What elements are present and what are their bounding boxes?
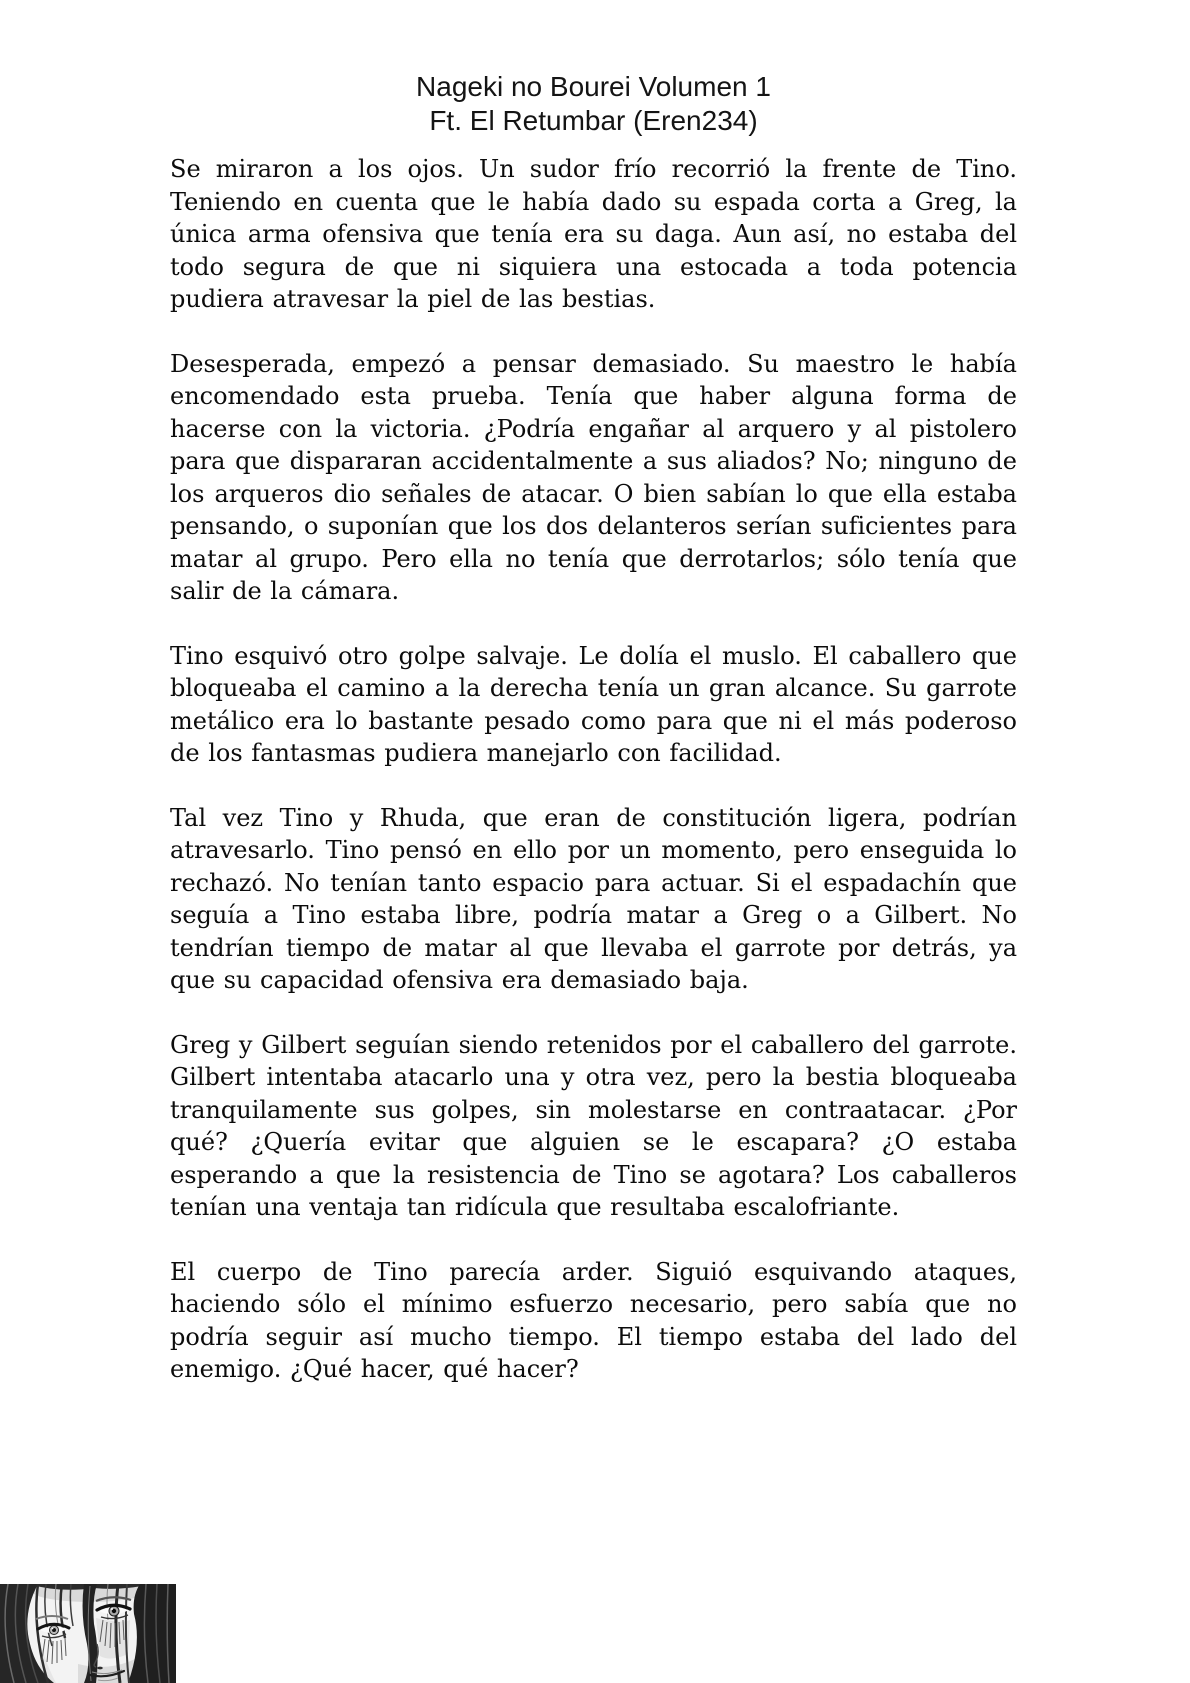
document-subtitle: Ft. El Retumbar (Eren234) — [429, 105, 758, 136]
manga-face-illustration — [0, 1584, 176, 1683]
paragraph-4: Tal vez Tino y Rhuda, que eran de constitución ligera, podrían atravesarlo. Tino pensó en ello por un momento, pero enseguida lo rechazó. No tenían tanto espacio para actuar. Si el espadachín que seguía a Tino estaba libre, podría matar a Greg o a Gilbert. No tendrían tiempo de matar al que llevaba el garrote por detrás, ya que su capacidad ofensiva era demasiado baja. — [170, 803, 1017, 994]
paragraph-2: Desesperada, empezó a pensar demasiado. Su maestro le había encomendado esta prueba. Tenía que haber alguna forma de hacerse con la victoria. ¿Podría engañar al arquero y al pistolero para que dispararan accidentalmente a sus aliados? No; ninguno de los arqueros dio señales de atacar. O bien sabían lo que ella estaba pensando, o suponían que los dos delanteros serían suficientes para matar al grupo. Pero ella no tenía que derrotarlos; sólo tenía que salir de la cámara. — [170, 349, 1017, 605]
paragraph-1: Se miraron a los ojos. Un sudor frío recorrió la frente de Tino. Teniendo en cuenta que le había dado su espada corta a Greg, la única arma ofensiva que tenía era su daga. Aun así, no estaba del todo segura de que ni siquiera una estocada a toda potencia pudiera atravesar la piel de las bestias. — [170, 155, 1017, 313]
document-content — [170, 70, 1017, 1386]
paragraph-5: Greg y Gilbert seguían siendo retenidos por el caballero del garrote. Gilbert intentaba atacarlo una y otra vez, pero la bestia bloqueaba tranquilamente sus golpes, sin molestarse en contraatacar. ¿Por qué? ¿Quería evitar que alguien se le escapara? ¿O estaba esperando a que la resistencia de Tino se agotara? Los caballeros tenían una ventaja tan ridícula que resultaba escalofriante. — [170, 1030, 1017, 1221]
document-title: Nageki no Bourei Volumen 1 — [416, 71, 771, 102]
paragraph-3: Tino esquivó otro golpe salvaje. Le dolía el muslo. El caballero que bloqueaba el camino a la derecha tenía un gran alcance. Su garrote metálico era lo bastante pesado como para que ni el más poderoso de los fantasmas pudiera manejarlo con facilidad. — [170, 641, 1017, 767]
document-header — [170, 70, 1017, 138]
document-body — [170, 153, 1017, 1386]
manga-face-image — [0, 1584, 176, 1683]
paragraph-6: El cuerpo de Tino parecía arder. Siguió esquivando ataques, haciendo sólo el mínimo esfuerzo necesario, pero sabía que no podría seguir así mucho tiempo. El tiempo estaba del lado del enemigo. ¿Qué hacer, qué hacer? — [170, 1257, 1017, 1383]
